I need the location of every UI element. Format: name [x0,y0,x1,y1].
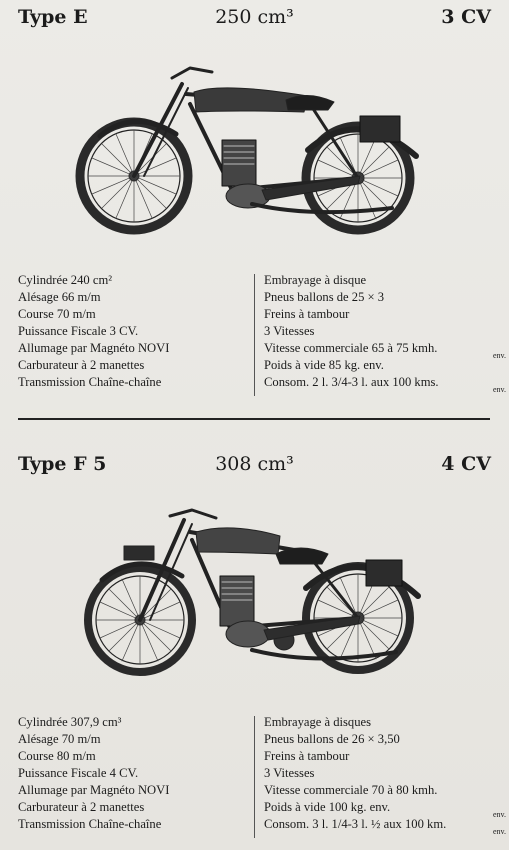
model-header-e [18,6,491,32]
spec-text: Poids à vide 100 kg. env. [264,800,391,814]
specs-left-column [18,272,250,391]
spec-line [264,816,506,836]
spec-line: Course 70 m/m [18,307,96,321]
spec-text: Consom. 3 l. 1/4-3 l. ½ aux 100 km. [264,817,447,831]
env-note: env. [492,385,506,394]
spec-line [264,374,506,394]
spec-line: Allumage par Magnéto NOVI [18,341,170,355]
model-type-label: Type F 5 [18,453,107,475]
spec-line: Alésage 66 m/m [18,290,101,304]
spec-line: Allumage par Magnéto NOVI [18,783,170,797]
spec-line: Carburateur à 2 manettes [18,358,145,372]
spec-line: Embrayage à disques [264,715,372,729]
section-divider [18,418,490,420]
spec-line: 3 Vitesses [264,766,315,780]
spec-line: Pneus ballons de 25 × 3 [264,290,385,304]
spec-line: Pneus ballons de 26 × 3,50 [264,732,400,746]
spec-line: Puissance Fiscale 3 CV. [18,324,139,338]
spec-line: Cylindrée 307,9 cm³ [18,715,122,729]
env-note: env. [492,810,506,819]
spec-line: Puissance Fiscale 4 CV. [18,766,139,780]
spec-line: Poids à vide 85 kg. env. [264,358,384,372]
spec-line: Alésage 70 m/m [18,732,101,746]
env-note: env. [492,827,506,836]
specs-left-column [18,714,250,833]
spec-line: Embrayage à disque [264,273,367,287]
spec-text: Consom. 2 l. 3/4-3 l. aux 100 kms. [264,375,439,389]
spec-line: Transmission Chaîne-chaîne [18,817,162,831]
model-power: 3 CV [441,6,491,28]
model-header-f5 [18,453,491,479]
specs-right-column [264,714,506,836]
spec-line: Cylindrée 240 cm² [18,273,113,287]
model-power: 4 CV [441,453,491,475]
spec-line: 3 Vitesses [264,324,315,338]
motorcycle-illustration-f5 [80,506,430,682]
model-displacement: 250 cm³ [215,6,294,28]
motorcycle-illustration-e [72,58,432,240]
spec-line: Vitesse commerciale 70 à 80 kmh. [264,783,438,797]
spec-line [264,340,506,360]
spec-line: Freins à tambour [264,307,350,321]
specs-right-column [264,272,506,394]
spec-line: Transmission Chaîne-chaîne [18,375,162,389]
spec-line: Freins à tambour [264,749,350,763]
spec-text: Vitesse commerciale 65 à 75 kmh. [264,341,438,355]
spec-line: Course 80 m/m [18,749,96,763]
model-type-label: Type E [18,6,88,28]
column-divider [254,274,255,396]
env-note: env. [492,351,506,360]
column-divider [254,716,255,838]
model-displacement: 308 cm³ [215,453,294,475]
spec-line [264,799,506,819]
spec-line: Carburateur à 2 manettes [18,800,145,814]
